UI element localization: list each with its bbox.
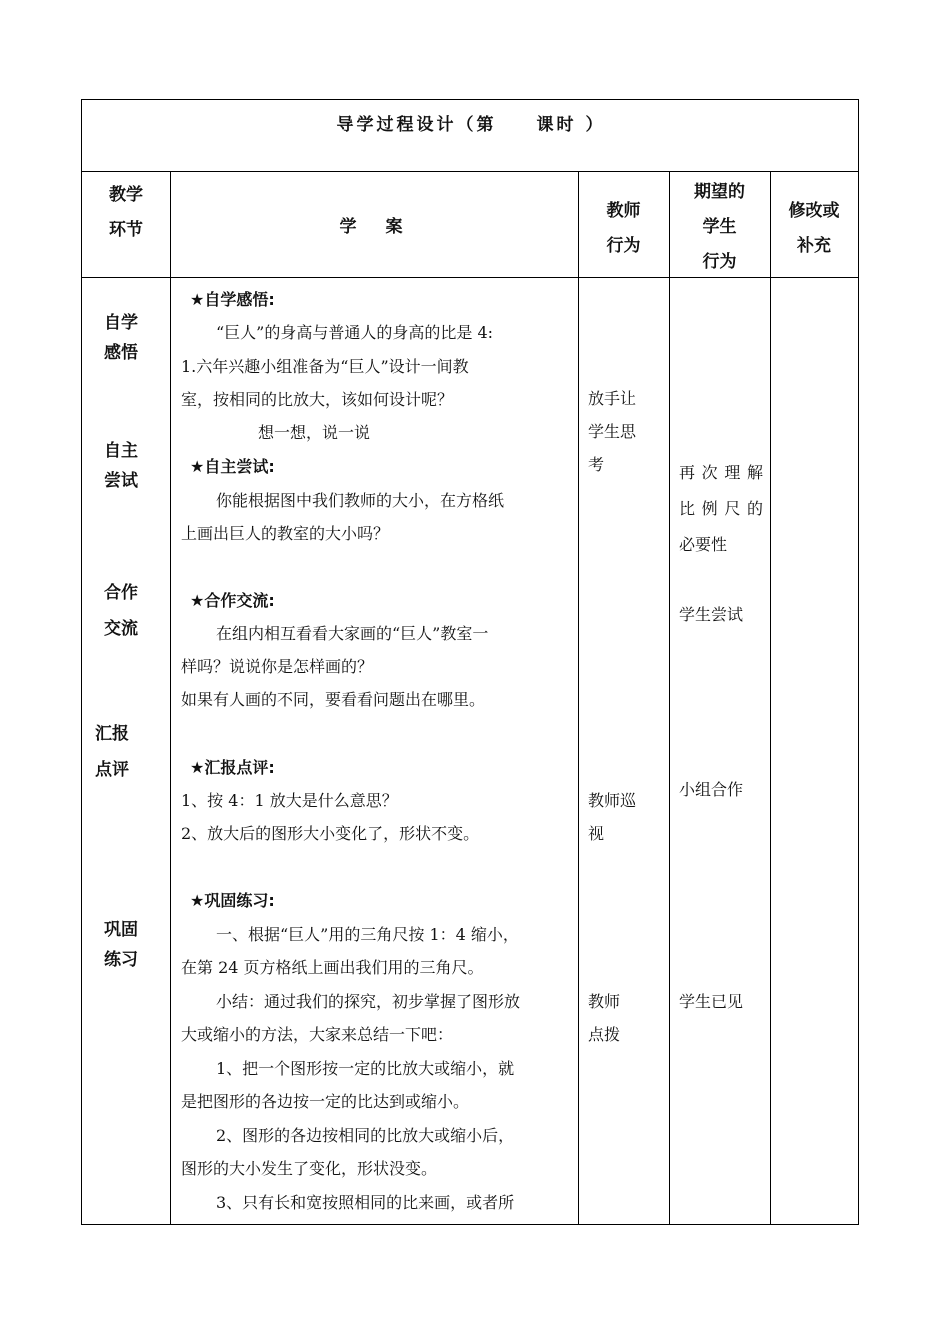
student-note-line: 再次理解 [679, 463, 763, 482]
header-student-line: 学生 [702, 217, 737, 237]
plan-line: 图形的大小发生了变化，形状没变。 [181, 1159, 438, 1178]
plan-line: 想一想，说一说 [258, 423, 371, 442]
stage-label-line: 点评 [95, 760, 129, 780]
plan-line: 室，按相同的比放大，该如何设计呢？ [181, 390, 454, 409]
plan-line: 1.六年兴趣小组准备为“巨人”设计一间教 [181, 357, 469, 376]
teacher-note-line: 放手让 [588, 389, 637, 408]
plan-line: 是把图形的各边按一定的比达到或缩小。 [181, 1092, 470, 1111]
teacher-note-line: 视 [588, 824, 605, 843]
teacher-note [588, 382, 636, 481]
stage-label-line: 练习 [104, 950, 138, 970]
plan-line: 上画出巨人的教室的大小吗？ [181, 524, 390, 543]
teacher-note [588, 985, 620, 1051]
student-note-line: 必要性 [679, 535, 728, 554]
table-title: 导学过程设计（第 课时 ） [336, 115, 606, 135]
plan-line: 在组内相互看看大家画的“巨人”教室一 [216, 624, 489, 643]
header-student-line: 期望的 [694, 182, 745, 202]
stage-label-line: 感悟 [104, 343, 138, 363]
lesson-design-table [81, 99, 859, 1225]
header-teacher-line: 教师 [606, 201, 641, 221]
teacher-note-line: 教师巡 [588, 791, 637, 810]
student-note [679, 772, 743, 808]
student-note [679, 984, 743, 1020]
stage-label-line: 合作 [104, 583, 138, 603]
stage-label [82, 716, 142, 788]
stage-label [82, 436, 160, 496]
plan-line: 大或缩小的方法，大家来总结一下吧： [181, 1025, 454, 1044]
plan-heading: ★巩固练习: [190, 891, 275, 910]
teacher-note-line: 学生思 [588, 422, 637, 441]
stage-label [82, 575, 160, 647]
header-stage [82, 178, 170, 248]
header-stage-line: 教学 [109, 185, 143, 205]
teacher-note-line: 点拨 [588, 1025, 621, 1044]
table-divider [578, 171, 579, 1224]
plan-line: “巨人”的身高与普通人的身高的比是 4: [216, 323, 494, 342]
plan-line: 一、根据“巨人”用的三角尺按 1：4 缩小， [216, 925, 519, 944]
plan-heading: ★自主尝试: [190, 457, 275, 476]
teacher-note-line: 教师 [588, 992, 621, 1011]
header-student [669, 175, 770, 280]
teacher-note [588, 784, 636, 850]
table-divider [82, 171, 858, 172]
stage-label-line: 自学 [104, 313, 138, 333]
header-revise-line: 修改或 [788, 201, 840, 221]
student-note-line: 学生尝试 [679, 605, 744, 624]
plan-line: 2、图形的各边按相同的比放大或缩小后， [216, 1126, 515, 1145]
plan-line: 1、按 4：1 放大是什么意思？ [181, 791, 398, 810]
plan-line: 1、把一个图形按一定的比放大或缩小，就 [216, 1059, 515, 1078]
plan-line: 样吗？说说你是怎样画的？ [181, 657, 374, 676]
plan-line: 如果有人画的不同，要看看问题出在哪里。 [181, 690, 486, 709]
plan-line: 在第 24 页方格纸上画出我们用的三角尺。 [181, 958, 484, 977]
stage-label-line: 自主 [104, 441, 138, 461]
student-note [679, 455, 763, 563]
plan-line: 2、放大后的图形大小变化了，形状不变。 [181, 824, 480, 843]
plan-line: 小结：通过我们的探究，初步掌握了图形放 [216, 992, 521, 1011]
plan-heading: ★汇报点评: [190, 758, 275, 777]
teacher-note-line: 考 [588, 455, 605, 474]
stage-label-line: 尝试 [104, 471, 138, 491]
header-stage-line: 环节 [109, 220, 143, 240]
header-teacher-line: 行为 [606, 236, 641, 256]
plan-heading: ★自学感悟: [190, 290, 275, 309]
stage-label-line: 交流 [104, 619, 138, 639]
student-note [679, 597, 743, 633]
header-revise-line: 补充 [797, 236, 831, 256]
header-student-line: 行为 [702, 252, 737, 272]
student-note-line: 学生已见 [679, 992, 744, 1011]
table-divider [170, 171, 171, 1224]
table-divider [669, 171, 670, 1224]
stage-label-line: 巩固 [104, 920, 138, 940]
plan-line: 3、只有长和宽按照相同的比来画，或者所 [216, 1193, 515, 1212]
header-plan: 学 案 [339, 217, 409, 237]
student-note-line: 小组合作 [679, 780, 744, 799]
stage-label-line: 汇报 [95, 724, 129, 744]
header-revise [770, 194, 858, 264]
plan-heading: ★合作交流: [190, 591, 275, 610]
student-note-line: 比例尺的 [679, 499, 763, 518]
stage-label [82, 308, 160, 368]
stage-label [82, 915, 160, 975]
plan-line: 你能根据图中我们教师的大小，在方格纸 [216, 491, 505, 510]
table-divider [770, 171, 771, 1224]
header-teacher [578, 194, 669, 264]
